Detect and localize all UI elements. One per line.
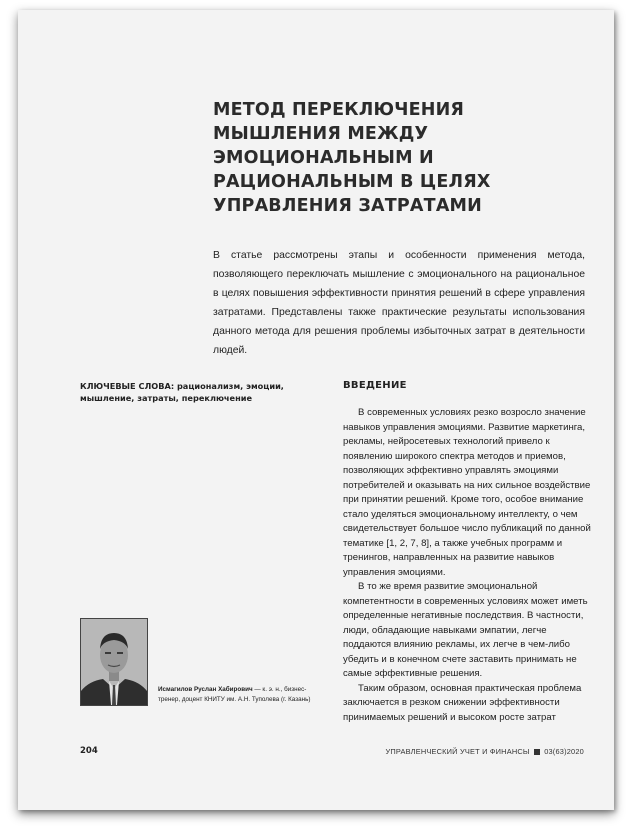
journal-footer bbox=[385, 747, 584, 756]
paragraph: В то же время развитие эмоциональной компетентности в современных условиях может иметь определенные негативные последствия. В частности, люди, обладающие навыками эмпатии, легче поддаются влиянию рекламы, их легче в чем-либо убедить и в конечном счете заставить принимать не самые эффективные решения. bbox=[343, 581, 588, 679]
introduction-text bbox=[343, 406, 593, 725]
journal-issue: 03(63)2020 bbox=[544, 747, 584, 756]
author-info bbox=[158, 685, 318, 705]
author-details: — к. э. н., бизнес-тренер, доцент КНИТУ им. А.Н. Туполева (г. Казань) bbox=[158, 686, 311, 703]
keywords: КЛЮЧЕВЫЕ СЛОВА: рационализм, эмоции, мышление, затраты, переключение bbox=[80, 381, 284, 403]
article-abstract: В статье рассмотрены этапы и особенности применения метода, позволяющего переключать мышление с эмоционального на рациональное в целях повышения эффективности принятия решений в сфере управления затратами. Представлены также практические результаты использования данного метода для решения проблемы избыточных затрат в деятельности людей. bbox=[213, 250, 585, 356]
author-name: Исмагилов Руслан Хабирович bbox=[158, 686, 253, 693]
paragraph: В современных условиях резко возросло значение навыков управления эмоциями. Развитие маркетинга, рекламы, нейросетевых технологий привело к появлению широкого спектра методов и приемов, позволяющих эффективно управлять эмоциями потребителей и оказывать на них сильное воздействие при принятии решений. Кроме того, особое внимание стало уделяться эмоциональному интеллекту, о чем свидетельствует большое число публикаций по данной тематике [1, 2, 7, 8], а также учебных программ и тренингов, направленных на развитие навыков управления эмоциями. bbox=[343, 407, 591, 578]
paragraph: Таким образом, основная практическая проблема заключается в резком снижении эффективности принимаемых решений и высоком росте затрат bbox=[343, 682, 582, 723]
author-photo bbox=[80, 618, 148, 706]
page-number: 204 bbox=[80, 746, 98, 756]
article-title: МЕТОД ПЕРЕКЛЮЧЕНИЯ МЫШЛЕНИЯ МЕЖДУ ЭМОЦИОНАЛЬНЫМ И РАЦИОНАЛЬНЫМ В ЦЕЛЯХ УПРАВЛЕНИЯ ЗАТРАТАМИ bbox=[213, 100, 491, 216]
section-heading-introduction: ВВЕДЕНИЕ bbox=[343, 380, 407, 391]
journal-name: УПРАВЛЕНЧЕСКИЙ УЧЕТ И ФИНАНСЫ bbox=[385, 747, 530, 756]
journal-page bbox=[18, 10, 614, 810]
square-bullet-icon bbox=[534, 749, 540, 755]
